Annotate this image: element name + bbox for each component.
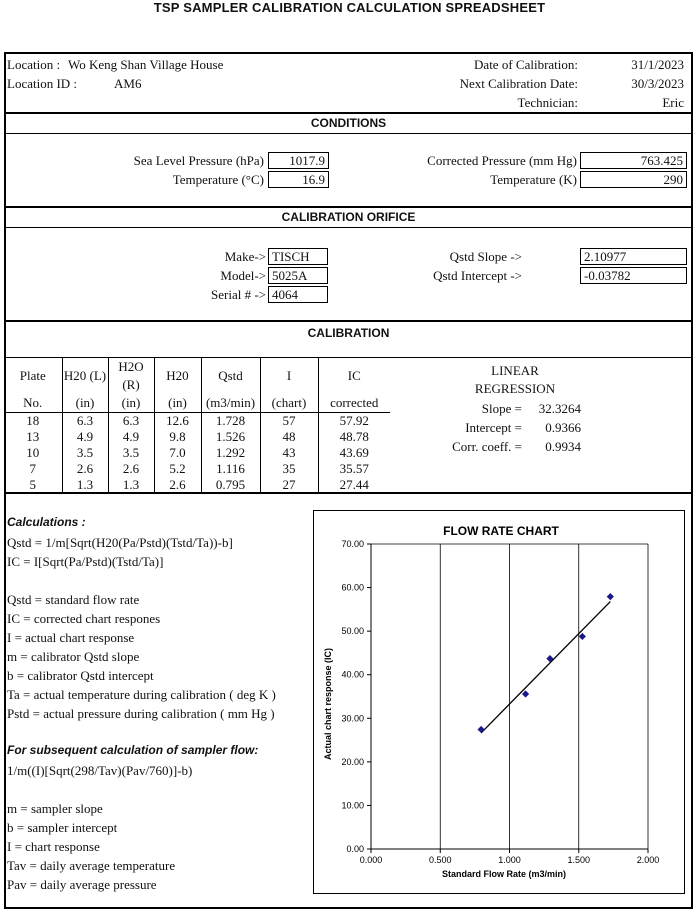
definition-line: Qstd = standard flow rate <box>7 592 140 607</box>
table-cell: 3.5 <box>62 445 108 461</box>
regression-title-line2: REGRESSION <box>474 381 556 396</box>
temperature-c-value: 16.9 <box>268 171 329 188</box>
regression-title-line1: LINEAR <box>491 363 539 378</box>
regression-corr-value: 0.9934 <box>545 439 581 454</box>
flow-rate-chart <box>313 510 685 894</box>
y-tick-label: 0.00 <box>346 844 364 854</box>
table-cell: 2.6 <box>62 461 108 477</box>
table-cell: 5 <box>4 477 62 493</box>
next-calibration-label: Next Calibration Date: <box>459 76 578 91</box>
sea-level-pressure-value: 1017.9 <box>268 152 329 169</box>
qstd-intercept-value: -0.03782 <box>580 267 687 284</box>
table-cell: 1.3 <box>62 477 108 493</box>
serial-value: 4064 <box>268 286 328 303</box>
table-header-row-1 <box>4 358 390 394</box>
x-tick-label: 0.000 <box>359 855 383 865</box>
column-header: No. <box>4 394 62 413</box>
qstd-intercept-label: Qstd Intercept -> <box>433 268 522 283</box>
y-tick-label: 20.00 <box>341 756 364 767</box>
x-tick-label: 1.000 <box>498 855 521 865</box>
temperature-k-value: 290 <box>580 171 687 188</box>
definition-line: IC = corrected chart respones <box>7 611 161 626</box>
table-cell: 7.0 <box>154 445 201 461</box>
chart-title: FLOW RATE CHART <box>443 524 559 538</box>
corrected-pressure-value: 763.425 <box>580 152 687 169</box>
subsequent-calc-heading: For subsequent calculation of sampler flow: <box>7 743 259 757</box>
table-header-row-2 <box>4 394 390 413</box>
conditions-heading: CONDITIONS <box>310 116 387 130</box>
table-cell: 0.795 <box>201 477 260 493</box>
table-cell: 43 <box>260 445 318 461</box>
formula-line: Qstd = 1/m[Sqrt(H20(Pa/Pstd)(Tstd/Ta))-b] <box>7 535 233 550</box>
y-tick-label: 30.00 <box>341 713 364 724</box>
column-header: H20 (L) <box>62 358 108 394</box>
column-header: (in) <box>108 394 154 413</box>
location-value: Wo Keng Shan Village House <box>68 57 224 72</box>
y-tick-label: 10.00 <box>341 800 364 811</box>
table-cell: 1.3 <box>108 477 154 493</box>
table-cell: 2.6 <box>108 461 154 477</box>
table-cell: 3.5 <box>108 445 154 461</box>
next-calibration-value: 30/3/2023 <box>631 76 684 91</box>
y-axis-label: Actual chart response (IC) <box>323 647 333 761</box>
temperature-k-label: Temperature (K) <box>490 172 577 187</box>
table-cell: 13 <box>4 429 62 445</box>
table-cell: 6.3 <box>108 413 154 430</box>
model-label: Model-> <box>220 268 266 283</box>
data-point <box>522 690 529 697</box>
column-header: IC <box>347 368 361 383</box>
table-row <box>4 429 390 445</box>
regression-corr-label: Corr. coeff. = <box>452 439 522 454</box>
table-cell: 27 <box>260 477 318 493</box>
column-header: Qstd <box>201 358 260 394</box>
column-header: (in) <box>62 394 108 413</box>
definition-line: b = calibrator Qstd intercept <box>7 668 154 683</box>
x-tick-label: 0.500 <box>428 855 452 865</box>
table-cell: 1.292 <box>201 445 260 461</box>
table-cell: 35.57 <box>339 461 369 476</box>
flow-rate-chart-svg <box>314 511 684 893</box>
formula-line: IC = I[Sqrt(Pa/Pstd)(Tstd/Ta)] <box>7 554 164 569</box>
table-cell: 1.526 <box>201 429 260 445</box>
y-tick-label: 60.00 <box>341 582 364 593</box>
column-header: (chart) <box>260 394 318 413</box>
table-cell: 7 <box>4 461 62 477</box>
location-label: Location : <box>7 57 61 72</box>
orifice-heading: CALIBRATION ORIFICE <box>281 210 416 224</box>
table-cell: 18 <box>4 413 62 430</box>
calibration-date-value: 31/1/2023 <box>631 57 684 72</box>
divider <box>4 227 693 228</box>
divider <box>4 206 693 208</box>
x-tick-label: 1.500 <box>567 855 591 865</box>
definition-line: I = chart response <box>7 839 100 854</box>
definition-line: I = actual chart response <box>7 630 135 645</box>
table-cell: 4.9 <box>62 429 108 445</box>
column-header: H2O (R) <box>108 358 154 394</box>
divider <box>4 112 693 114</box>
table-cell: 57.92 <box>339 413 369 428</box>
table-cell: 2.6 <box>154 477 201 493</box>
y-tick-label: 40.00 <box>341 669 364 680</box>
location-id-value: AM6 <box>114 76 142 91</box>
calibration-table <box>4 358 390 493</box>
column-header: I <box>260 358 318 394</box>
data-point <box>478 726 485 733</box>
serial-label: Serial # -> <box>211 287 266 302</box>
make-value: TISCH <box>268 248 328 265</box>
table-row <box>4 461 390 477</box>
data-point <box>607 593 614 600</box>
definition-line: b = sampler intercept <box>7 820 118 835</box>
make-label: Make-> <box>224 249 266 264</box>
location-id-label: Location ID : <box>7 76 78 91</box>
calibration-heading: CALIBRATION <box>307 326 390 340</box>
technician-label: Technician: <box>517 95 578 110</box>
column-header: (m3/min) <box>201 394 260 413</box>
definition-line: Pav = daily average pressure <box>7 877 157 892</box>
calibration-date-label: Date of Calibration: <box>474 57 578 72</box>
definition-line: m = calibrator Qstd slope <box>7 649 140 664</box>
column-header: corrected <box>318 394 390 413</box>
table-cell: 10 <box>4 445 62 461</box>
table-cell: 57 <box>260 413 318 430</box>
corrected-pressure-label: Corrected Pressure (mm Hg) <box>427 153 577 168</box>
data-point <box>579 633 586 640</box>
table-cell: 6.3 <box>62 413 108 430</box>
qstd-slope-value: 2.10977 <box>580 248 687 265</box>
column-header: (in) <box>154 394 201 413</box>
divider <box>4 133 693 134</box>
regression-slope-value: 32.3264 <box>538 401 581 416</box>
table-row <box>4 413 390 430</box>
table-cell: 9.8 <box>154 429 201 445</box>
sea-level-pressure-label: Sea Level Pressure (hPa) <box>133 153 264 168</box>
divider <box>4 320 693 322</box>
column-header: Plate <box>4 358 62 394</box>
y-tick-label: 50.00 <box>341 626 364 637</box>
regression-slope-label: Slope = <box>481 401 522 416</box>
divider <box>4 492 693 494</box>
table-cell: 1.728 <box>201 413 260 430</box>
table-row <box>4 445 390 461</box>
table-cell: 12.6 <box>154 413 201 430</box>
x-tick-label: 2.000 <box>636 855 660 865</box>
table-cell: 43.69 <box>339 445 369 460</box>
definition-line: Ta = actual temperature during calibration ( deg K ) <box>7 687 276 702</box>
column-header: H20 <box>154 358 201 394</box>
regression-intercept-value: 0.9366 <box>545 420 581 435</box>
definition-line: Tav = daily average temperature <box>7 858 176 873</box>
temperature-c-label: Temperature (°C) <box>172 172 264 187</box>
table-cell: 27.44 <box>339 477 369 492</box>
table-cell: 35 <box>260 461 318 477</box>
table-cell: 1.116 <box>201 461 260 477</box>
table-cell: 48 <box>260 429 318 445</box>
definition-line: Pstd = actual pressure during calibration ( mm Hg ) <box>7 706 275 721</box>
table-cell: 4.9 <box>108 429 154 445</box>
sampler-formula: 1/m((I)[Sqrt(298/Tav)(Pav/760)]-b) <box>7 763 193 778</box>
table-cell: 48.78 <box>339 429 369 444</box>
x-axis-label: Standard Flow Rate (m3/min) <box>441 869 567 879</box>
trendline <box>481 602 610 733</box>
definition-line: m = sampler slope <box>7 801 103 816</box>
table-row <box>4 477 390 493</box>
page-title: TSP SAMPLER CALIBRATION CALCULATION SPREADSHEET <box>153 0 546 15</box>
technician-value: Eric <box>662 95 684 110</box>
qstd-slope-label: Qstd Slope -> <box>449 249 522 264</box>
model-value: 5025A <box>268 267 328 284</box>
regression-intercept-label: Intercept = <box>465 420 522 435</box>
y-tick-label: 70.00 <box>341 539 364 549</box>
table-cell: 5.2 <box>154 461 201 477</box>
calculations-heading: Calculations : <box>7 515 86 529</box>
